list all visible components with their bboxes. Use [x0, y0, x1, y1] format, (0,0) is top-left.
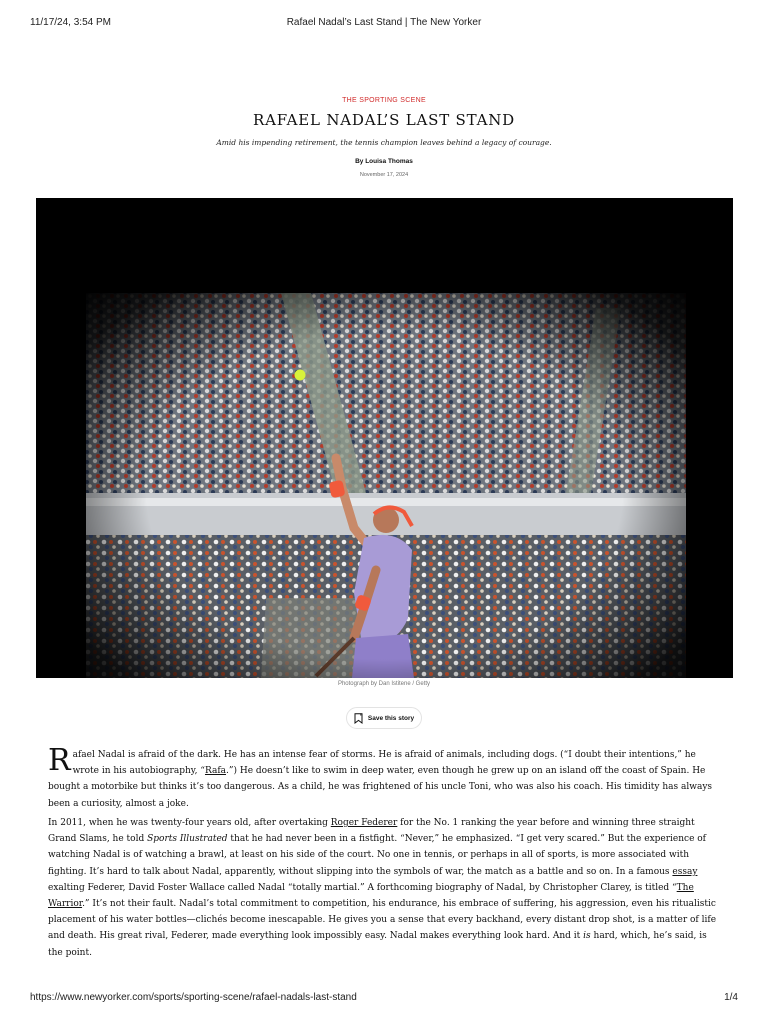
- article-date: November 17, 2024: [359, 172, 409, 178]
- print-footer: [30, 992, 738, 1006]
- link-essay[interactable]: essay: [672, 866, 698, 877]
- print-url: https://www.newyorker.com/sports/sporting-scene/rafael-nadals-last-stand: [30, 992, 357, 1003]
- link-the-warrior[interactable]: The Warrior: [48, 882, 694, 910]
- drop-cap: R: [48, 743, 71, 778]
- italic-sports-illustrated: Sports Illustrated: [147, 834, 228, 845]
- photo-credit: Photograph by Dan Istitene / Getty: [337, 681, 431, 687]
- hero-photo: [36, 198, 733, 678]
- article-headline: RAFAEL NADAL’S LAST STAND: [252, 111, 516, 129]
- print-page-title: Rafael Nadal’s Last Stand | The New Yorker: [286, 17, 482, 28]
- rubric-link[interactable]: THE SPORTING SCENE: [342, 97, 426, 104]
- print-header: [30, 17, 738, 31]
- link-rafa[interactable]: Rafa: [204, 766, 227, 777]
- article-dek: Amid his impending retirement, the tennis champion leaves behind a legacy of courage.: [216, 138, 552, 147]
- bookmark-icon: [354, 709, 363, 728]
- print-datetime: 11/17/24, 3:54 PM: [30, 17, 111, 28]
- print-page-number: 1/4: [724, 992, 738, 1003]
- save-story-label: Save this story: [367, 714, 415, 722]
- article-paragraph-2: In 2011, when he was twenty-four years old, after overtaking Roger Federer for the No. 1 ranking the year before and winning three straight Grand Slams, he told Sports Illustrated that he had never been in a fistfight. “Never,” he emphasized. “I get very scared.” But the experience of watching Nadal is of watching a brawl, at least on his side of the court. No one in tennis, or perhaps in all of sports, is more associated with fighting. It’s hard to talk about Nadal, apparently, without slipping into the symbols of war, the match as a battle and so on. In a famous essay exalting Federer, David Foster Wallace called Nadal “totally martial.” A forthcoming biography of Nadal, by Christopher Clarey, is titled “The Warrior.” It’s not their fault. Nadal’s total commitment to competition, his endurance, his embrace of suffering, his aggression, even his ritualistic placement of his water bottles—clichés become inescapable. He gives you a sense that every backhand, every distant drop shot, is a matter of life and death. His great rival, Federer, made everything look impossibly easy. Nadal makes everything look hard. And it is hard, which, he’s said, is the point.: [48, 818, 717, 958]
- article-byline: By Louisa Thomas: [355, 158, 413, 165]
- hero-photo-illustration: [36, 198, 733, 678]
- save-story-button[interactable]: [346, 707, 422, 729]
- link-roger-federer[interactable]: Roger Federer: [330, 818, 398, 828]
- article-paragraph-1: Rafael Nadal is afraid of the dark. He has an intense fear of storms. He is afraid of animals, including dogs. (“I doubt their intentions,” he wrote in his autobiography, “Rafa.”) He doesn’t like to swim in deep water, even though he grew up on an island off the coast of Spain. He bought a motorbike but thinks it’s too dangerous. As a child, he was frightened of his uncle Toni, who was also his coach. His timidity has always been a curiosity, almost a joke.: [48, 743, 713, 809]
- italic-is: is: [583, 931, 591, 942]
